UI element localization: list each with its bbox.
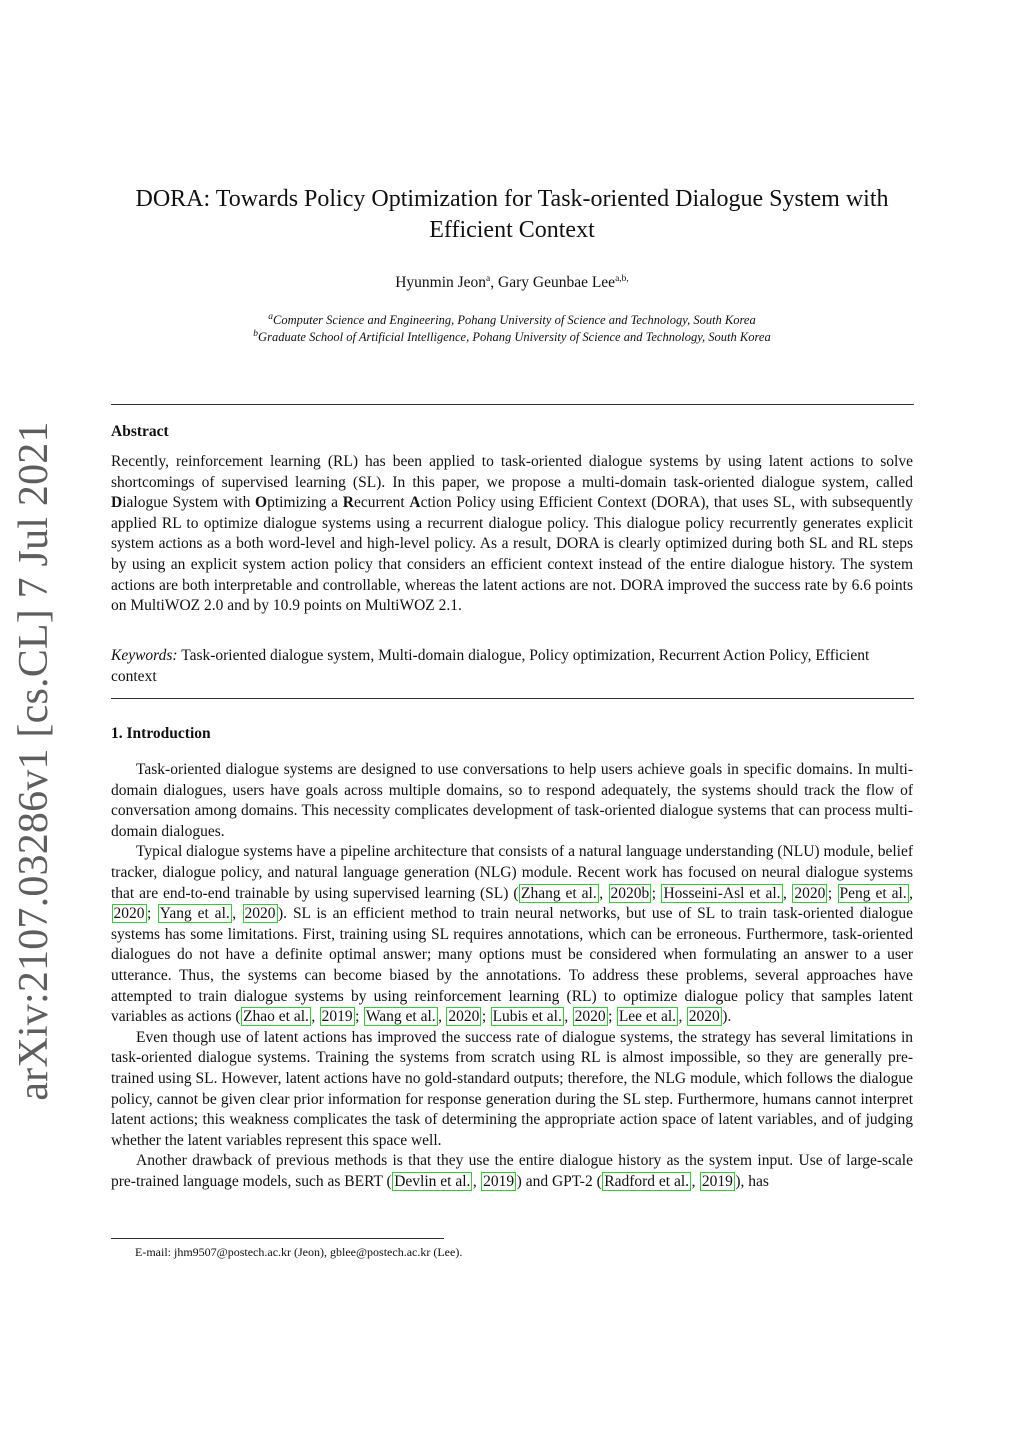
paragraph-text: Typical dialogue systems have a pipeline architecture that consists of a natural language understanding (NLU) module, belief tracker, dialogue policy, and natural language generation (NLG) module. Recent work has focused on neural dialogue systems that are end-to-end trainable by using supervised learning (SL) ( xyxy=(111,843,913,902)
paragraph: Task-oriented dialogue systems are designed to use conversations to help users achieve goals in specific domains. In multi-domain dialogues, users have goals across multiple domains, so to respond adequately, the systems should track the flow of conversation among domains. This necessity complicates development of task-oriented dialogue systems that can process multi-domain dialogues. xyxy=(111,761,913,840)
affiliation-mark: a xyxy=(268,311,274,322)
citation-separator: ; xyxy=(827,884,838,902)
citation-separator: , xyxy=(691,1172,700,1190)
author-list xyxy=(110,274,914,292)
acronym-letter: O xyxy=(255,494,268,512)
citation-separator: , xyxy=(564,1008,573,1026)
keywords xyxy=(111,646,913,687)
paragraph: Even though use of latent actions has improved the success rate of dialogue systems, the strategy has several limitations in task-oriented dialogue systems. Training the systems from scratch using RL is almost impossible, so they are generally pre-trained using SL. However, latent actions have no gold-standard outputs; therefore, the NLG module, which follows the dialogue policy, cannot be given clear prior information for response generation during the SL step. Furthermore, humans cannot interpret latent actions; this weakness complicates the task of determining the appropriate action space of latent variables, and of judging whether the latent variables represent this space well. xyxy=(111,1028,913,1149)
citation-link[interactable]: 2019 xyxy=(321,1008,353,1026)
citation-link[interactable]: Devlin et al. xyxy=(394,1172,471,1190)
affiliations xyxy=(110,312,914,346)
acronym-letter: R xyxy=(342,494,354,512)
section-heading-introduction: 1. Introduction xyxy=(111,725,211,742)
citation-link[interactable]: Wang et al. xyxy=(365,1008,436,1026)
introduction-body xyxy=(111,760,913,1192)
paper-title-line-2: Efficient Context xyxy=(429,217,595,243)
author-affiliation-mark: a xyxy=(486,273,491,284)
author-name: Hyunmin Jeon xyxy=(395,274,487,291)
affiliation-text: Graduate School of Artificial Intelligence, Pohang University of Science and Technology, South Korea xyxy=(258,330,771,344)
citation-link[interactable]: Hosseini-Asl et al. xyxy=(663,884,781,902)
citation-link[interactable]: 2020 xyxy=(448,1008,480,1026)
paragraph xyxy=(111,1151,913,1192)
affiliation-mark: b xyxy=(253,328,259,339)
citation-link[interactable]: 2020 xyxy=(113,905,145,923)
citation-link[interactable]: Lubis et al. xyxy=(492,1008,562,1026)
citation-link[interactable]: Lee et al. xyxy=(618,1008,677,1026)
citation-separator: , xyxy=(232,905,243,923)
citation-separator: ; xyxy=(651,884,661,902)
citation-separator: , xyxy=(311,1008,320,1026)
paragraph-text: ). xyxy=(722,1008,732,1026)
paper-title-line-1: DORA: Towards Policy Optimization for Task-oriented Dialogue System with xyxy=(135,186,889,212)
paragraph-text: ), has xyxy=(735,1172,769,1190)
citation-separator: , xyxy=(909,884,914,902)
author-separator: , xyxy=(490,274,499,291)
keywords-text: Task-oriented dialogue system, Multi-domain dialogue, Policy optimization, Recurrent Action Policy, Efficient context xyxy=(111,647,870,685)
citation-link[interactable]: Zhao et al. xyxy=(243,1008,309,1026)
citation-separator: ; xyxy=(147,905,158,923)
paragraph-text: ). SL is an efficient method to train neural networks, but use of SL to train task-oriented dialogue systems has some limitations. First, training using SL requires annotations, which can be erroneous. Furthermore, task-oriented dialogues do not have a definite optimal answer; many options must be considered when formulating an answer to a user utterance. Thus, the systems can become biased by the annotations. To address these problems, several approaches have attempted to train dialogue systems by using reinforcement learning (RL) to optimize dialogue policy that samples latent variables as actions ( xyxy=(111,905,913,1026)
citation-separator: ; xyxy=(608,1008,617,1026)
footnote-email: E-mail: jhm9507@postech.ac.kr (Jeon), gblee@postech.ac.kr (Lee). xyxy=(135,1245,463,1259)
citation-separator: , xyxy=(678,1008,687,1026)
paragraph-text: ) and GPT-2 ( xyxy=(516,1172,602,1190)
arxiv-sidebar xyxy=(8,421,60,1101)
affiliation-line xyxy=(110,312,914,329)
citation-separator: , xyxy=(599,884,608,902)
paper-title xyxy=(110,184,914,246)
citation-link[interactable]: 2020 xyxy=(574,1008,606,1026)
author-affiliation-mark: a,b, xyxy=(615,273,629,284)
citation-link[interactable]: Radford et al. xyxy=(604,1172,690,1190)
acronym-letter: D xyxy=(111,494,123,512)
citation-link[interactable]: Peng et al. xyxy=(839,884,907,902)
citation-link[interactable]: 2020 xyxy=(794,884,826,902)
citation-link[interactable]: 2020 xyxy=(688,1008,720,1026)
affiliation-text: Computer Science and Engineering, Pohang University of Science and Technology, South Korea xyxy=(273,313,756,327)
abstract-body xyxy=(111,452,913,617)
citation-separator: , xyxy=(438,1008,446,1026)
abstract-text: ptimizing a xyxy=(267,494,343,512)
citation-link[interactable]: 2020b xyxy=(610,884,650,902)
citation-link[interactable]: Zhang et al. xyxy=(521,884,597,902)
author-name: Gary Geunbae Lee xyxy=(498,274,616,291)
abstract-text: ialogue System with xyxy=(122,494,256,512)
paragraph-text: Another drawback of previous methods is that they use the entire dialogue history as the system input. Use of large-scale pre-trained language models, such as BERT ( xyxy=(111,1152,913,1190)
citation-link[interactable]: 2020 xyxy=(244,905,276,923)
citation-separator: ; xyxy=(355,1008,364,1026)
footnote-rule xyxy=(111,1238,444,1239)
affiliation-line xyxy=(110,329,914,346)
citation-separator: , xyxy=(783,884,792,902)
abstract-text: ecurrent xyxy=(353,494,410,512)
acronym-letter: A xyxy=(409,494,421,512)
abstract-heading: Abstract xyxy=(111,423,169,440)
abstract-text: ction Policy using Efficient Context (DORA), that uses SL, with subsequently applied RL to optimize dialogue systems using a recurrent dialogue policy. This dialogue policy recurrently generates explicit system actions as a both word-level and high-level policy. As a result, DORA is clearly optimized during both SL and RL steps by using an explicit system action policy that considers an efficient context instead of the entire dialogue history. The system actions are both interpretable and controllable, whereas the latent actions are not. DORA improved the success rate by 6.6 points on MultiWOZ 2.0 and by 10.9 points on MultiWOZ 2.1. xyxy=(111,494,913,615)
abstract-top-rule xyxy=(111,404,914,405)
abstract-text: Recently, reinforcement learning (RL) has been applied to task-oriented dialogue systems by using latent actions to solve shortcomings of supervised learning (SL). In this paper, we propose a multi-domain task-oriented dialogue system, called xyxy=(111,453,913,491)
citation-separator: ; xyxy=(481,1008,491,1026)
arxiv-identifier: arXiv:2107.03286v1 [cs.CL] 7 Jul 2021 xyxy=(11,421,57,1101)
citation-link[interactable]: 2019 xyxy=(701,1172,733,1190)
citation-link[interactable]: 2019 xyxy=(483,1172,515,1190)
citation-link[interactable]: Yang et al. xyxy=(159,905,230,923)
citation-separator: , xyxy=(472,1172,481,1190)
abstract-bottom-rule xyxy=(111,698,914,699)
keywords-label: Keywords: xyxy=(111,647,178,664)
paragraph xyxy=(111,842,913,1027)
